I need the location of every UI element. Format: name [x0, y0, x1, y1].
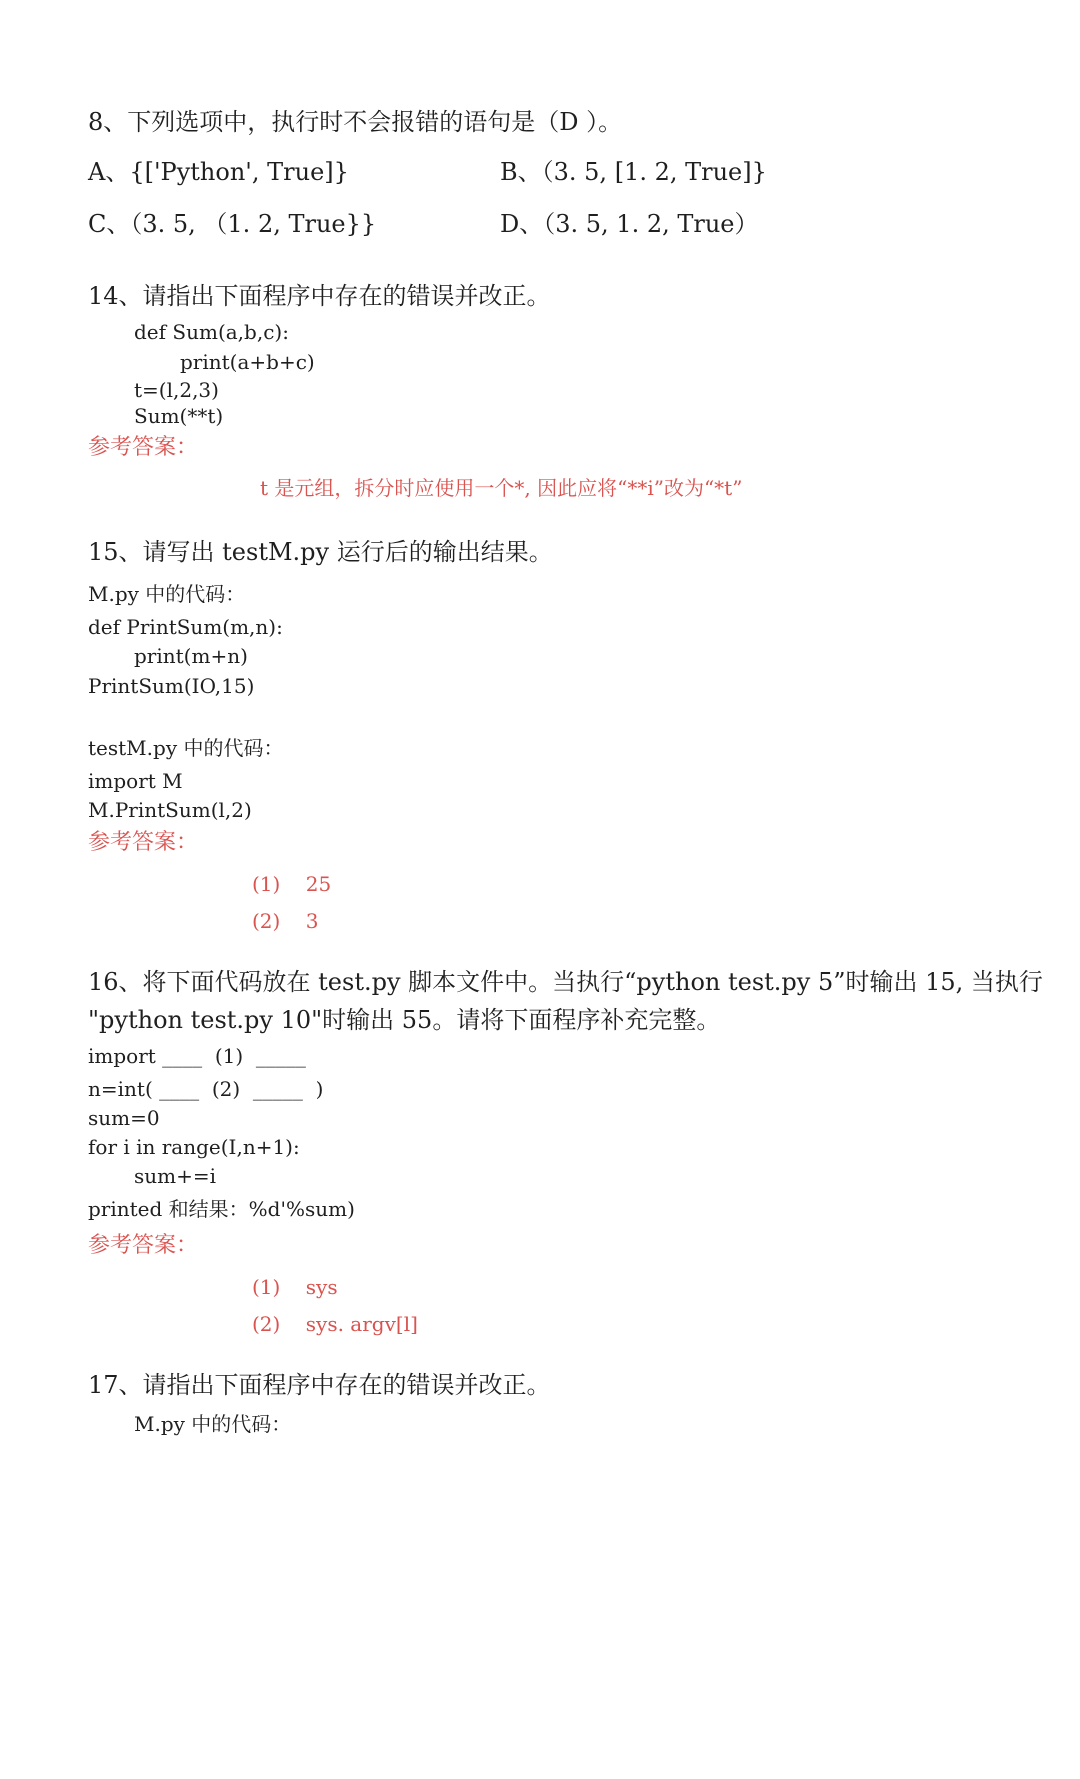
- q14-title: 14、请指出下面程序中存在的错误并改正。: [88, 282, 551, 310]
- q16-title-line2: "python test.py 10"时输出 55。请将下面程序补充完整。: [88, 1006, 721, 1034]
- q15-answer: (2) 3: [252, 909, 319, 933]
- q14-code-line: def Sum(a,b,c):: [134, 320, 289, 344]
- q14-answer: t 是元组，拆分时应使用一个*, 因此应将“**i”改为“*t”: [260, 476, 743, 500]
- q15-m-label: M.py 中的代码：: [88, 582, 246, 606]
- q16-code-line: sum=0: [88, 1106, 160, 1130]
- q17-m-label: M.py 中的代码：: [134, 1412, 292, 1436]
- q15-title: 15、请写出 testM.py 运行后的输出结果。: [88, 538, 553, 566]
- q8-title: 8、下列选项中，执行时不会报错的语句是（D ）。: [88, 108, 623, 136]
- q16-code-line: n=int( ____ (2) _____ ): [88, 1077, 324, 1101]
- q15-t-code-line: M.PrintSum(l,2): [88, 798, 252, 822]
- q16-title-line1: 16、将下面代码放在 test.py 脚本文件中。当执行“python test.py 5”时输出 15, 当执行: [88, 968, 1043, 996]
- q8-option-a: A、{['Python', True]}: [88, 158, 349, 186]
- q16-code-line: import ____ (1) _____: [88, 1044, 306, 1068]
- q15-answer-label: 参考答案：: [88, 830, 199, 855]
- q16-answer-label: 参考答案：: [88, 1233, 199, 1258]
- q14-code-line: Sum(**t): [134, 404, 224, 428]
- q16-code-line: for i in range(I,n+1):: [88, 1135, 300, 1159]
- q8-option-c: C、（3. 5, （1. 2, True}}: [88, 210, 377, 238]
- q15-t-label: testM.py 中的代码：: [88, 736, 284, 760]
- q15-t-code-line: import M: [88, 769, 183, 793]
- q17-title: 17、请指出下面程序中存在的错误并改正。: [88, 1371, 551, 1399]
- q15-m-code-line: def PrintSum(m,n):: [88, 615, 283, 639]
- q15-m-code-line: print(m+n): [134, 644, 248, 668]
- q14-code-line: t=(l,2,3): [134, 378, 219, 402]
- q14-code-line: print(a+b+c): [180, 350, 315, 374]
- q15-answer: (1) 25: [252, 872, 332, 896]
- q16-code-line: printed 和结果：%d'%sum): [88, 1197, 355, 1221]
- q14-answer-label: 参考答案：: [88, 435, 199, 460]
- q16-code-line: sum+=i: [134, 1164, 217, 1188]
- q16-answer: (1) sys: [252, 1275, 338, 1299]
- q8-option-d: D、（3. 5, 1. 2, True）: [500, 210, 759, 238]
- q16-answer: (2) sys. argv[l]: [252, 1312, 418, 1336]
- q8-option-b: B、（3. 5, [1. 2, True]}: [500, 158, 767, 186]
- q15-m-code-line: PrintSum(IO,15): [88, 674, 255, 698]
